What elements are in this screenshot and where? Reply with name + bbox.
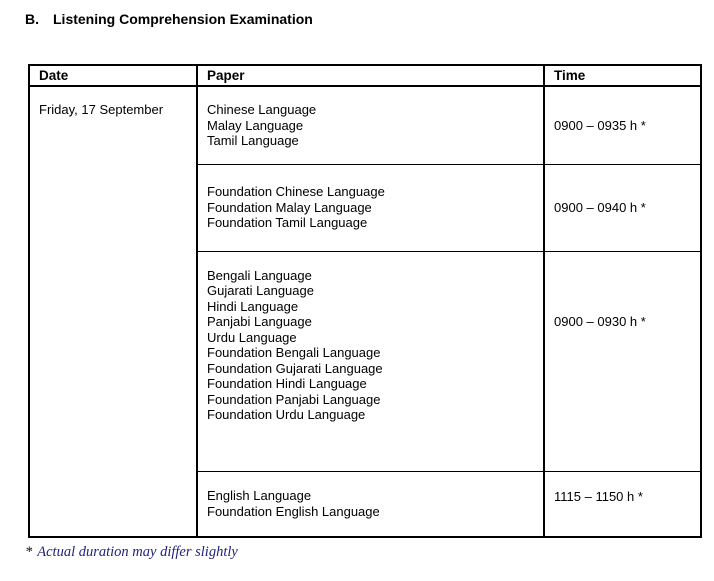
section-label: B.: [25, 11, 39, 27]
paper-item: Panjabi Language: [207, 314, 312, 329]
paper-cell-group3: [197, 251, 544, 471]
time-cell-group4: 1115 – 1150 h *: [544, 471, 701, 537]
paper-item: Foundation Bengali Language: [207, 345, 381, 360]
date-cell: Friday, 17 September: [29, 86, 197, 537]
paper-item: Urdu Language: [207, 329, 297, 345]
header-row: [29, 65, 701, 86]
page-title: [25, 11, 313, 27]
column-header-date: Date: [29, 65, 197, 86]
paper-item: English Language: [207, 488, 312, 504]
time-cell-group1: 0900 – 0935 h *: [544, 86, 701, 164]
column-header-time: Time: [544, 65, 701, 86]
paper-item: Chinese Language: [207, 102, 317, 117]
paper-item: Bengali Language: [207, 267, 312, 283]
paper-item: Malay Language: [207, 117, 304, 133]
footnote-text: Actual duration may differ slightly: [37, 544, 238, 560]
paper-item: Hindi Language: [207, 298, 299, 314]
paper-item: Foundation Gujarati Language: [207, 360, 383, 376]
time-cell-group2: 0900 – 0940 h *: [544, 164, 701, 251]
exam-timetable-table: [28, 64, 702, 538]
paper-item: Foundation Panjabi Language: [207, 391, 381, 407]
footnote: [25, 544, 238, 561]
paper-cell-group1: [197, 86, 544, 164]
paper-item: Tamil Language: [207, 133, 299, 148]
table-row: [29, 86, 701, 164]
paper-cell-group2: [197, 164, 544, 251]
time-cell-group3: 0900 – 0930 h *: [544, 251, 701, 471]
paper-item: Foundation English Language: [207, 503, 380, 519]
paper-cell-group4: [197, 471, 544, 537]
paper-item: Foundation Malay Language: [207, 199, 372, 215]
paper-item: Gujarati Language: [207, 283, 314, 298]
section-title: Listening Comprehension Examination: [53, 11, 313, 27]
column-header-paper: Paper: [197, 65, 544, 86]
paper-item: Foundation Chinese Language: [207, 184, 385, 200]
paper-item: Foundation Tamil Language: [207, 215, 368, 231]
paper-item: Foundation Hindi Language: [207, 376, 367, 391]
footnote-asterisk: *: [25, 544, 33, 560]
paper-item: Foundation Urdu Language: [207, 407, 366, 422]
